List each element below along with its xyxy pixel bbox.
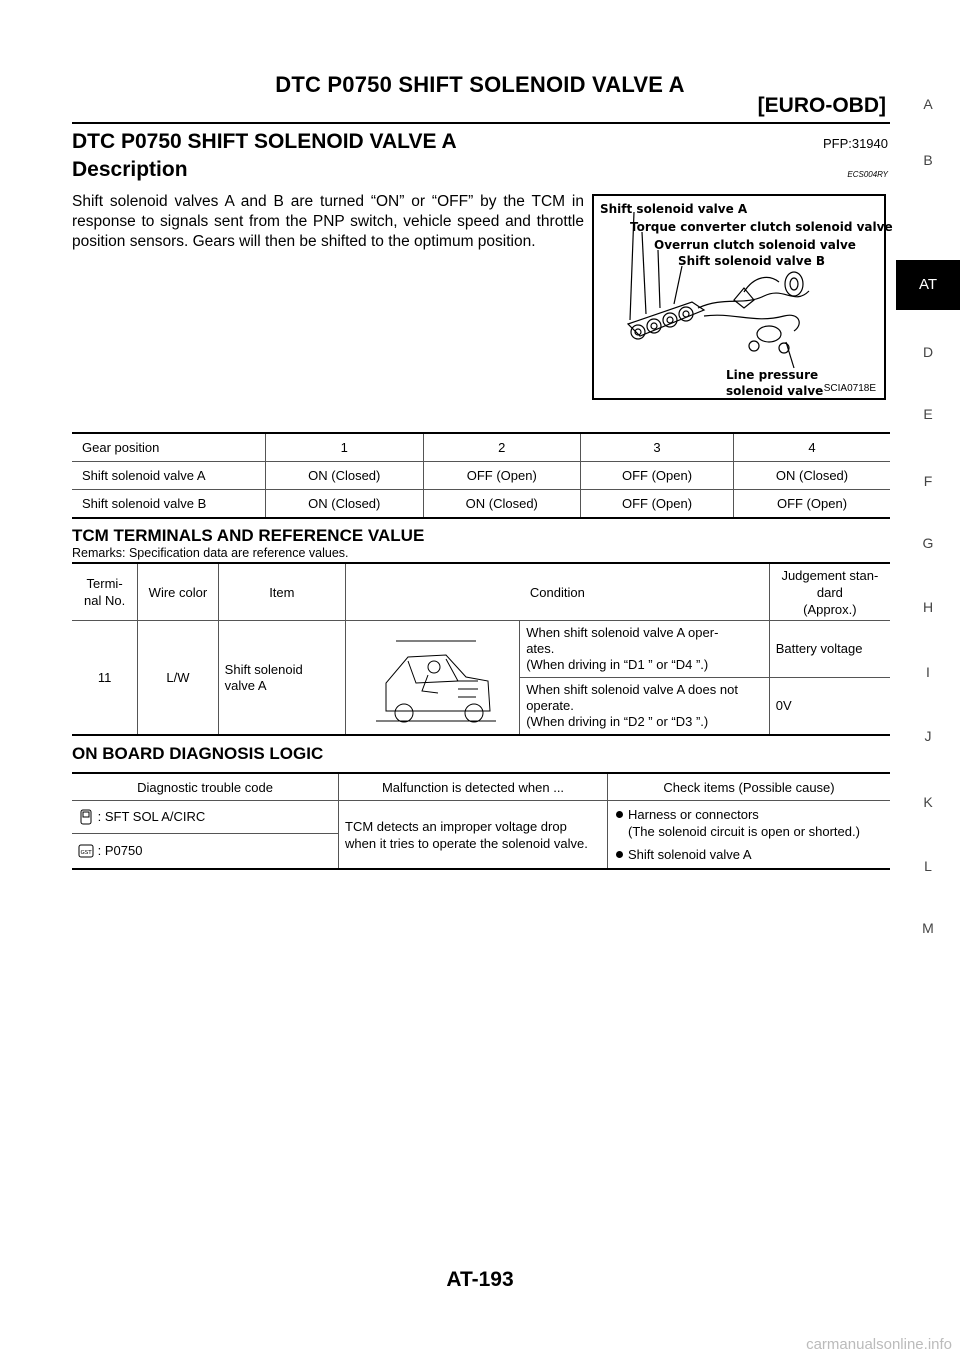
label-overrun-clutch: Overrun clutch solenoid valve	[654, 238, 856, 252]
diag-heading: ON BOARD DIAGNOSIS LOGIC	[72, 744, 324, 763]
label-torque-converter: Torque converter clutch solenoid valve	[630, 220, 893, 234]
table-header-row	[72, 773, 890, 801]
table-cell: OFF (Open)	[734, 490, 891, 519]
table-cell: Shift solenoid valve B	[72, 490, 266, 519]
header-terminal: Termi- nal No.	[84, 576, 126, 608]
header-wire-color: Wire color	[138, 563, 218, 621]
side-tab-l[interactable]: L	[924, 858, 932, 874]
table-cell: ON (Closed)	[734, 462, 891, 490]
watermark: carmanualsonline.info	[806, 1336, 952, 1353]
condition-not-operate: When shift solenoid valve A does not operate. (When driving in “D2 ” or “D3 ”.)	[520, 677, 770, 735]
table-row	[72, 433, 890, 462]
check-item-harness: Harness or connectors (The solenoid circuit is open or shorted.)	[614, 806, 884, 840]
side-tab-m[interactable]: M	[922, 920, 934, 936]
gst-icon	[78, 843, 94, 859]
side-tab-k[interactable]: K	[923, 794, 933, 810]
table-row	[72, 621, 890, 678]
car-driver-icon	[346, 621, 516, 731]
tcm-remark: Remarks: Specification data are reference values.	[72, 546, 349, 560]
table-cell: OFF (Open)	[581, 490, 734, 519]
header-condition: Condition	[346, 563, 770, 621]
description-heading: Description	[72, 158, 188, 181]
gst-icon-label: GST	[80, 850, 92, 857]
description-code: ECS004RY	[847, 170, 888, 179]
side-tab-d[interactable]: D	[922, 344, 934, 360]
tcm-terminal-table	[72, 562, 890, 736]
side-tab-g[interactable]: G	[922, 535, 934, 551]
table-cell: 1	[266, 433, 424, 462]
judge-not-operate: 0V	[769, 677, 890, 735]
side-tab-b[interactable]: B	[923, 152, 933, 168]
table-header-row	[72, 563, 890, 621]
table-row	[72, 801, 890, 834]
check-item-valve: Shift solenoid valve A	[614, 846, 884, 863]
label-shift-valve-b: Shift solenoid valve B	[678, 254, 826, 268]
side-tab-at[interactable]: AT	[896, 260, 960, 310]
page-header-title: DTC P0750 SHIFT SOLENOID VALVE A	[275, 72, 685, 97]
gear-position-table	[72, 432, 890, 519]
detection-condition: TCM detects an improper voltage drop when it tries to operate the solenoid valve.	[339, 801, 608, 870]
header-rule	[72, 122, 890, 124]
label-line-pressure-1: Line pressure	[726, 368, 819, 382]
diagnosis-table	[72, 772, 890, 870]
condition-operate: When shift solenoid valve A oper- ates. (When driving in “D1 ” or “D4 ”.)	[520, 621, 770, 678]
header-judgement: Judgement stan- dard (Approx.)	[769, 563, 890, 621]
table-cell: Shift solenoid valve A	[72, 462, 266, 490]
side-tab-e[interactable]: E	[923, 406, 933, 422]
side-tab-a[interactable]: A	[923, 96, 933, 112]
side-tab-f[interactable]: F	[923, 473, 933, 489]
label-shift-valve-a: Shift solenoid valve A	[600, 202, 748, 216]
consult-icon	[78, 809, 94, 825]
dtc-gst-code: GST : P0750	[72, 834, 339, 870]
table-cell: OFF (Open)	[423, 462, 581, 490]
table-cell: ON (Closed)	[266, 490, 424, 519]
page-header-subtitle: [EURO-OBD]	[757, 94, 886, 117]
table-cell: ON (Closed)	[423, 490, 581, 519]
table-cell: 2	[423, 433, 581, 462]
table-row	[72, 462, 890, 490]
judge-operate: Battery voltage	[769, 621, 890, 678]
description-text: Shift solenoid valves A and B are turned “ON” or “OFF” by the TCM in response to signals sent from the PNP switch, vehicle speed and throttle position sensors. Gears will then be shifted to the optimum position.	[72, 193, 584, 250]
terminal-no: 11	[72, 621, 138, 736]
table-cell: Gear position	[82, 440, 160, 455]
table-cell: ON (Closed)	[266, 462, 424, 490]
vehicle-illustration	[346, 621, 520, 736]
tcm-heading: TCM TERMINALS AND REFERENCE VALUE	[72, 526, 425, 545]
figure-code: SCIA0718E	[823, 383, 876, 394]
header-dtc: Diagnostic trouble code	[137, 779, 273, 795]
header-item: Item	[218, 563, 345, 621]
table-cell: 4	[734, 433, 891, 462]
header-check-items: Check items (Possible cause)	[608, 773, 891, 801]
side-tab-i[interactable]: I	[926, 664, 930, 680]
page-number: AT-193	[446, 1268, 514, 1291]
table-row	[72, 490, 890, 519]
label-line-pressure-2: solenoid valve	[726, 384, 824, 398]
side-tab-j[interactable]: J	[924, 728, 932, 744]
side-tab-h[interactable]: H	[922, 599, 934, 615]
table-cell: OFF (Open)	[581, 462, 734, 490]
pfp-code: PFP:31940	[822, 136, 888, 151]
solenoid-figure	[592, 194, 893, 400]
wire-color: L/W	[138, 621, 218, 736]
header-detected: Malfunction is detected when ...	[339, 773, 608, 801]
table-cell: 3	[581, 433, 734, 462]
dtc-consult-code: : SFT SOL A/CIRC	[72, 801, 339, 834]
check-items	[608, 801, 891, 870]
section-title: DTC P0750 SHIFT SOLENOID VALVE A	[72, 130, 457, 153]
item-name: Shift solenoid valve A	[218, 621, 345, 736]
